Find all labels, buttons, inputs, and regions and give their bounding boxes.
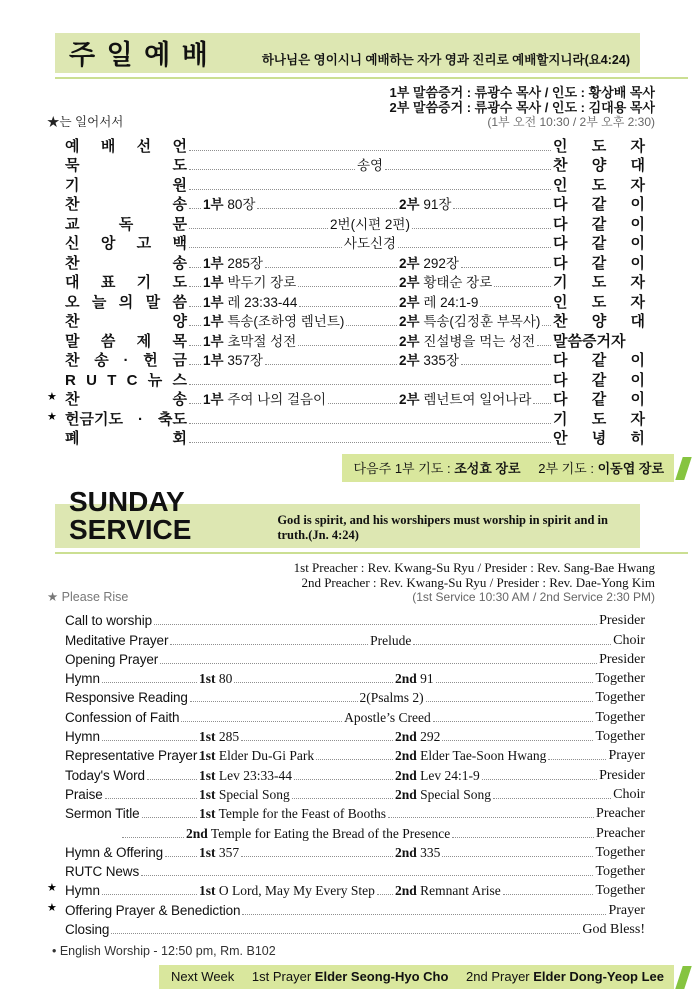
row-label-cell xyxy=(65,805,199,822)
leader-dots xyxy=(453,208,551,209)
row-right: 찬 양 대 xyxy=(553,157,645,174)
service-row xyxy=(65,291,645,311)
row-right: Together xyxy=(595,864,645,880)
row-label: Praise xyxy=(65,786,103,802)
next-week-lead: Next Week xyxy=(170,969,235,985)
korean-header-rule xyxy=(55,77,688,79)
row-part: 1st Special Song xyxy=(199,786,290,802)
row-center: 사도신경 xyxy=(343,236,397,251)
leader-dots xyxy=(241,740,393,741)
row-part1-cell xyxy=(203,294,399,311)
leader-dots xyxy=(189,403,201,404)
service-row xyxy=(65,764,645,783)
service-row xyxy=(65,233,645,253)
row-part: 1부 특송(조하영 렘넌트) xyxy=(203,314,345,329)
row-part: 2부 진설병을 먹는 성전 xyxy=(399,333,536,349)
leader-dots xyxy=(265,364,397,365)
leader-dots xyxy=(461,267,551,268)
row-part: 1부 357장 xyxy=(203,353,263,368)
korean-order-list xyxy=(47,135,646,447)
korean-leaders-1: 1부 말씀증거 : 류광수 목사 / 인도 : 황상배 목사 xyxy=(389,85,655,100)
service-row xyxy=(65,155,645,175)
row-center: Apostle’s Creed xyxy=(344,709,431,725)
leader-dots xyxy=(160,663,597,664)
row-right: 다 같 이 xyxy=(553,371,645,389)
service-row xyxy=(65,610,645,629)
leader-dots xyxy=(388,817,594,818)
korean-next-week-bar xyxy=(0,454,688,482)
leader-dots xyxy=(189,325,201,326)
next-week-p2-name: Elder Dong-Yeop Lee xyxy=(533,969,664,985)
english-meta xyxy=(47,560,655,605)
row-part1-cell xyxy=(203,352,399,369)
row-label: 신 앙 고 백 xyxy=(65,235,187,252)
row-part2-cell xyxy=(395,786,613,803)
leader-dots xyxy=(189,228,328,229)
leader-dots xyxy=(398,247,551,248)
english-header-band xyxy=(55,486,640,548)
row-part: 2부 렘넌트여 일어나라 xyxy=(399,392,532,407)
next-week-p1-name: Elder Seong-Hyo Cho xyxy=(314,969,449,985)
row-part: 1st Lev 23:33-44 xyxy=(199,767,292,783)
leader-dots xyxy=(189,345,201,346)
row-label-cell xyxy=(65,767,199,784)
row-part: 1st Temple for the Feast of Booths xyxy=(199,806,387,822)
english-order-list xyxy=(47,610,646,938)
korean-service-times: (1부 오전 10:30 / 2부 오후 2:30) xyxy=(487,115,655,129)
english-header-rule xyxy=(55,552,688,554)
leader-dots xyxy=(294,779,393,780)
row-part2-cell xyxy=(395,747,608,764)
row-right: Preacher xyxy=(596,806,645,822)
row-part: 2부 292장 xyxy=(399,255,459,271)
row-label-cell xyxy=(65,882,199,899)
leader-dots xyxy=(292,798,393,799)
leader-dots xyxy=(436,682,594,683)
row-part: 1부 박두기 장로 xyxy=(203,275,297,290)
leader-dots xyxy=(265,267,397,268)
korean-verse: 하나님은 영이시니 예배하는 자가 영과 진리로 예배할지니라(요4:24) xyxy=(261,53,630,67)
leader-dots xyxy=(241,856,393,857)
row-part1-cell xyxy=(203,313,399,330)
row-part: 2nd 292 xyxy=(395,729,441,745)
row-right: Together xyxy=(595,883,645,899)
service-row xyxy=(65,919,645,938)
row-label: 찬 송 · 헌 금 xyxy=(65,352,187,369)
row-part: 2nd 335 xyxy=(395,844,441,860)
flag-icon xyxy=(675,457,691,480)
row-label-cell xyxy=(65,786,199,803)
service-row xyxy=(65,706,645,725)
korean-leaders-2: 2부 말씀증거 : 류광수 목사 / 인도 : 김대용 목사 xyxy=(389,100,655,115)
row-part2-cell xyxy=(399,313,553,330)
row-part1-cell xyxy=(199,844,395,861)
row-part: 1st 357 xyxy=(199,844,240,860)
row-part2-cell xyxy=(395,670,595,687)
row-part: 2nd 91 xyxy=(395,671,434,687)
row-label: 찬 송 xyxy=(65,254,187,272)
english-verse: God is spirit, and his worshipers must worship in spirit and in truth.(Jn. 4:24) xyxy=(277,513,608,542)
next-week-p2-label: 2부 기도 : xyxy=(538,461,594,476)
row-part2-cell xyxy=(399,294,553,311)
row-label: Representative Prayer xyxy=(65,748,198,764)
service-row xyxy=(65,668,645,687)
row-label: 묵 도 xyxy=(65,157,187,174)
service-row xyxy=(65,194,645,214)
row-part1-cell xyxy=(199,670,395,687)
row-part: 2nd Special Song xyxy=(395,786,492,802)
service-row xyxy=(47,408,645,428)
leader-dots xyxy=(494,286,551,287)
row-right: 말씀증거자 xyxy=(553,332,626,350)
row-label: 찬 송 xyxy=(65,391,187,408)
leader-dots xyxy=(189,150,551,151)
leader-dots xyxy=(154,624,597,625)
row-part1-cell xyxy=(203,255,399,272)
row-right: Together xyxy=(595,844,645,860)
leader-dots xyxy=(111,933,580,934)
row-part1-cell xyxy=(203,274,399,291)
row-part1-cell xyxy=(199,767,395,784)
leader-dots xyxy=(189,364,201,365)
row-label: Offering Prayer & Benediction xyxy=(65,902,241,918)
service-row xyxy=(65,213,645,233)
leader-dots xyxy=(189,286,201,287)
row-label: 교 독 문 xyxy=(65,215,187,233)
leader-dots xyxy=(542,325,551,326)
row-part: 1st Elder Du-Gi Park xyxy=(199,748,315,764)
row-part2-cell xyxy=(399,255,553,272)
row-center: 2(Psalms 2) xyxy=(359,690,424,706)
service-row xyxy=(65,803,645,822)
row-right: God Bless! xyxy=(582,922,645,938)
service-row xyxy=(47,880,645,899)
leader-dots xyxy=(165,856,197,857)
row-right: Presider xyxy=(599,767,645,783)
leader-dots xyxy=(452,837,594,838)
row-right: Prayer xyxy=(608,902,645,918)
row-right: 기 도 자 xyxy=(553,274,645,291)
service-row xyxy=(65,272,645,292)
row-part: 2nd Lev 24:1-9 xyxy=(395,767,480,783)
next-week-p1-name: 조성효 장로 xyxy=(454,461,521,476)
row-label: Sermon Title xyxy=(65,806,140,822)
row-part2-cell xyxy=(399,391,553,408)
service-row xyxy=(65,726,645,745)
service-row xyxy=(65,745,645,764)
leader-dots xyxy=(189,423,551,424)
leader-dots xyxy=(533,403,551,404)
row-label: R U T C 뉴 스 xyxy=(65,371,187,389)
leader-dots xyxy=(412,228,551,229)
service-row xyxy=(65,784,645,803)
leader-dots xyxy=(189,306,201,307)
leader-dots xyxy=(493,798,611,799)
row-part2-cell xyxy=(399,352,553,369)
leader-dots xyxy=(328,403,397,404)
row-part: 2부 335장 xyxy=(399,353,459,368)
service-row xyxy=(65,350,645,370)
leader-dots xyxy=(442,740,593,741)
service-row xyxy=(65,687,645,706)
row-part: 2부 레 24:1-9 xyxy=(399,294,479,310)
next-week-lead: 다음주 xyxy=(353,461,392,476)
rise-star-icon: ★ xyxy=(47,901,57,914)
leader-dots xyxy=(189,442,551,443)
row-center: 송영 xyxy=(356,158,384,173)
leader-dots xyxy=(170,644,368,645)
leader-dots xyxy=(537,345,551,346)
leader-dots xyxy=(242,914,606,915)
row-label: 헌금기도 · 축도 xyxy=(65,410,187,428)
row-label: 오 늘 의 말 씀 xyxy=(65,293,187,311)
row-part2-cell xyxy=(395,882,595,899)
english-title: SUNDAY SERVICE xyxy=(69,486,192,545)
row-right: 인 도 자 xyxy=(553,137,645,155)
row-label-cell xyxy=(65,844,199,861)
row-part2-cell xyxy=(399,274,553,291)
row-part: 1st O Lord, May My Every Step xyxy=(199,883,375,899)
row-label: 찬 양 xyxy=(65,313,187,330)
english-next-week-bar xyxy=(0,965,688,989)
row-label: 예 배 선 언 xyxy=(65,137,187,155)
row-right: 인 도 자 xyxy=(553,293,645,311)
leader-dots xyxy=(298,286,397,287)
leader-dots xyxy=(298,345,397,346)
row-part: 1부 285장 xyxy=(203,255,263,271)
row-center: 2번(시편 2편) xyxy=(330,216,410,232)
row-label: Hymn xyxy=(65,729,100,745)
rise-star-icon: ★ xyxy=(47,882,57,895)
row-right: Preacher xyxy=(596,825,645,841)
row-label-cell xyxy=(65,747,199,764)
row-right: 다 같 이 xyxy=(553,235,646,252)
leader-dots xyxy=(122,837,184,838)
row-part1-cell xyxy=(199,786,395,803)
leader-dots xyxy=(141,875,593,876)
row-label: Responsive Reading xyxy=(65,690,188,706)
row-part1-cell xyxy=(203,333,399,350)
korean-meta xyxy=(47,85,655,130)
leader-dots xyxy=(385,169,551,170)
row-label: Confession of Faith xyxy=(65,709,180,725)
service-row xyxy=(65,330,645,350)
leader-dots xyxy=(257,208,397,209)
row-label: 기 원 xyxy=(65,176,187,194)
service-row xyxy=(65,822,645,841)
row-label: Opening Prayer xyxy=(65,651,159,667)
row-right: Choir xyxy=(613,632,646,648)
leader-dots xyxy=(426,701,594,702)
korean-header-band xyxy=(55,33,640,73)
rise-star-icon: ★ xyxy=(47,410,57,423)
row-label: Call to worship xyxy=(65,613,153,629)
row-part1-cell xyxy=(186,825,596,842)
leader-dots xyxy=(147,779,197,780)
row-right: Together xyxy=(595,671,645,687)
row-part1-cell xyxy=(199,805,596,822)
row-label: RUTC News xyxy=(65,864,140,880)
service-row xyxy=(65,649,645,668)
english-service-times: (1st Service 10:30 AM / 2nd Service 2:30 PM) xyxy=(412,590,655,604)
row-part1-cell xyxy=(203,391,399,408)
row-part: 2nd Elder Tae-Soon Hwang xyxy=(395,748,547,764)
row-right: 인 도 자 xyxy=(553,176,645,194)
flag-icon xyxy=(675,966,691,989)
leader-dots xyxy=(190,701,358,702)
english-worship-note: • English Worship - 12:50 pm, Rm. B102 xyxy=(52,944,276,959)
row-part2-cell xyxy=(395,767,599,784)
row-right: 찬 양 대 xyxy=(553,313,645,330)
service-row xyxy=(65,311,645,331)
english-leaders-1: 1st Preacher : Rev. Kwang-Su Ryu / Presider : Rev. Sang-Bae Hwang xyxy=(293,560,655,575)
korean-rise-note: ★는 일어서서 xyxy=(47,115,124,129)
row-label: 말 씀 제 목 xyxy=(65,332,187,350)
row-label-cell xyxy=(65,728,199,745)
next-week-p2-label: 2nd Prayer xyxy=(466,969,530,985)
service-row xyxy=(65,174,645,194)
row-part1-cell xyxy=(199,747,395,764)
leader-dots xyxy=(189,384,551,385)
row-part2-cell xyxy=(399,196,553,213)
english-rise-note: ★ Please Rise xyxy=(47,590,129,604)
row-right: Presider xyxy=(599,613,645,629)
next-week-p1-label: 1부 기도 : xyxy=(394,461,451,476)
row-part2-cell xyxy=(395,728,595,745)
service-row xyxy=(65,369,645,389)
row-part: 2nd Remnant Arise xyxy=(395,883,501,899)
leader-dots xyxy=(480,306,551,307)
row-part1-cell xyxy=(199,882,395,899)
leader-dots xyxy=(346,325,397,326)
row-label: Closing xyxy=(65,922,110,938)
row-label: 폐 회 xyxy=(65,430,187,447)
row-part: 1부 주여 나의 걸음이 xyxy=(203,392,327,407)
row-label-cell xyxy=(65,670,199,687)
service-row xyxy=(65,135,645,155)
leader-dots xyxy=(413,644,611,645)
row-part1-cell xyxy=(203,196,399,213)
row-right: 다 같 이 xyxy=(553,196,645,213)
leader-dots xyxy=(316,759,393,760)
leader-dots xyxy=(442,856,593,857)
service-row xyxy=(47,899,645,918)
row-right: Prayer xyxy=(608,748,645,764)
row-right: 기 도 자 xyxy=(553,410,645,428)
service-row xyxy=(47,389,645,409)
row-part: 2부 특송(김정훈 부목사) xyxy=(399,314,541,329)
row-part1-cell xyxy=(199,728,395,745)
row-right: Together xyxy=(595,690,645,706)
row-right: 다 같 이 xyxy=(553,391,645,408)
leader-dots xyxy=(234,682,393,683)
row-right: Together xyxy=(595,729,645,745)
row-part2-cell xyxy=(399,333,553,350)
english-leaders-2: 2nd Preacher : Rev. Kwang-Su Ryu / Presider : Rev. Dae-Yong Kim xyxy=(301,575,655,590)
leader-dots xyxy=(461,364,551,365)
service-row xyxy=(65,861,645,880)
row-part: 1st 80 xyxy=(199,671,233,687)
row-part: 1st 285 xyxy=(199,729,240,745)
row-part: 2부 91장 xyxy=(399,197,452,212)
next-week-p2-name: 이동엽 장로 xyxy=(597,461,664,476)
row-label: Meditative Prayer xyxy=(65,632,169,648)
row-part: 1부 초막절 성전 xyxy=(203,333,297,349)
row-part2-cell xyxy=(395,844,595,861)
row-part: 2부 황태순 장로 xyxy=(399,275,493,290)
row-label: Hymn xyxy=(65,883,100,899)
row-right: Presider xyxy=(599,651,645,667)
leader-dots xyxy=(189,208,201,209)
row-part: 2nd Temple for Eating the Bread of the Presence xyxy=(186,825,451,841)
leader-dots xyxy=(482,779,597,780)
row-right: 다 같 이 xyxy=(553,215,645,233)
leader-dots xyxy=(503,894,594,895)
leader-dots xyxy=(433,721,594,722)
leader-dots xyxy=(181,721,342,722)
leader-dots xyxy=(189,189,551,190)
row-label: Hymn & Offering xyxy=(65,844,164,860)
leader-dots xyxy=(102,740,197,741)
service-row xyxy=(65,629,645,648)
row-right: 안 녕 히 xyxy=(553,430,645,447)
rise-star-icon: ★ xyxy=(47,391,57,403)
leader-dots xyxy=(189,247,342,248)
row-right: Choir xyxy=(613,786,645,802)
row-part: 1부 레 23:33-44 xyxy=(203,294,298,310)
row-label: 찬 송 xyxy=(65,196,187,213)
service-row xyxy=(65,428,645,448)
row-right: Together xyxy=(595,709,646,725)
next-week-p1-label: 1st Prayer xyxy=(251,969,312,985)
leader-dots xyxy=(102,894,197,895)
row-label: Today's Word xyxy=(65,767,145,783)
korean-title: 주 일 예 배 xyxy=(69,40,210,70)
row-center: Prelude xyxy=(370,632,412,648)
leader-dots xyxy=(548,759,606,760)
leader-dots xyxy=(105,798,197,799)
leader-dots xyxy=(189,169,355,170)
row-label: Hymn xyxy=(65,671,100,687)
leader-dots xyxy=(189,267,201,268)
row-right: 다 같 이 xyxy=(553,352,645,369)
service-row xyxy=(65,842,645,861)
row-label: 대 표 기 도 xyxy=(65,274,187,291)
row-right: 다 같 이 xyxy=(553,254,645,272)
leader-dots xyxy=(299,306,397,307)
leader-dots xyxy=(102,682,197,683)
leader-dots xyxy=(142,817,197,818)
leader-dots xyxy=(377,894,393,895)
row-part: 1부 80장 xyxy=(203,197,256,212)
service-row xyxy=(65,252,645,272)
